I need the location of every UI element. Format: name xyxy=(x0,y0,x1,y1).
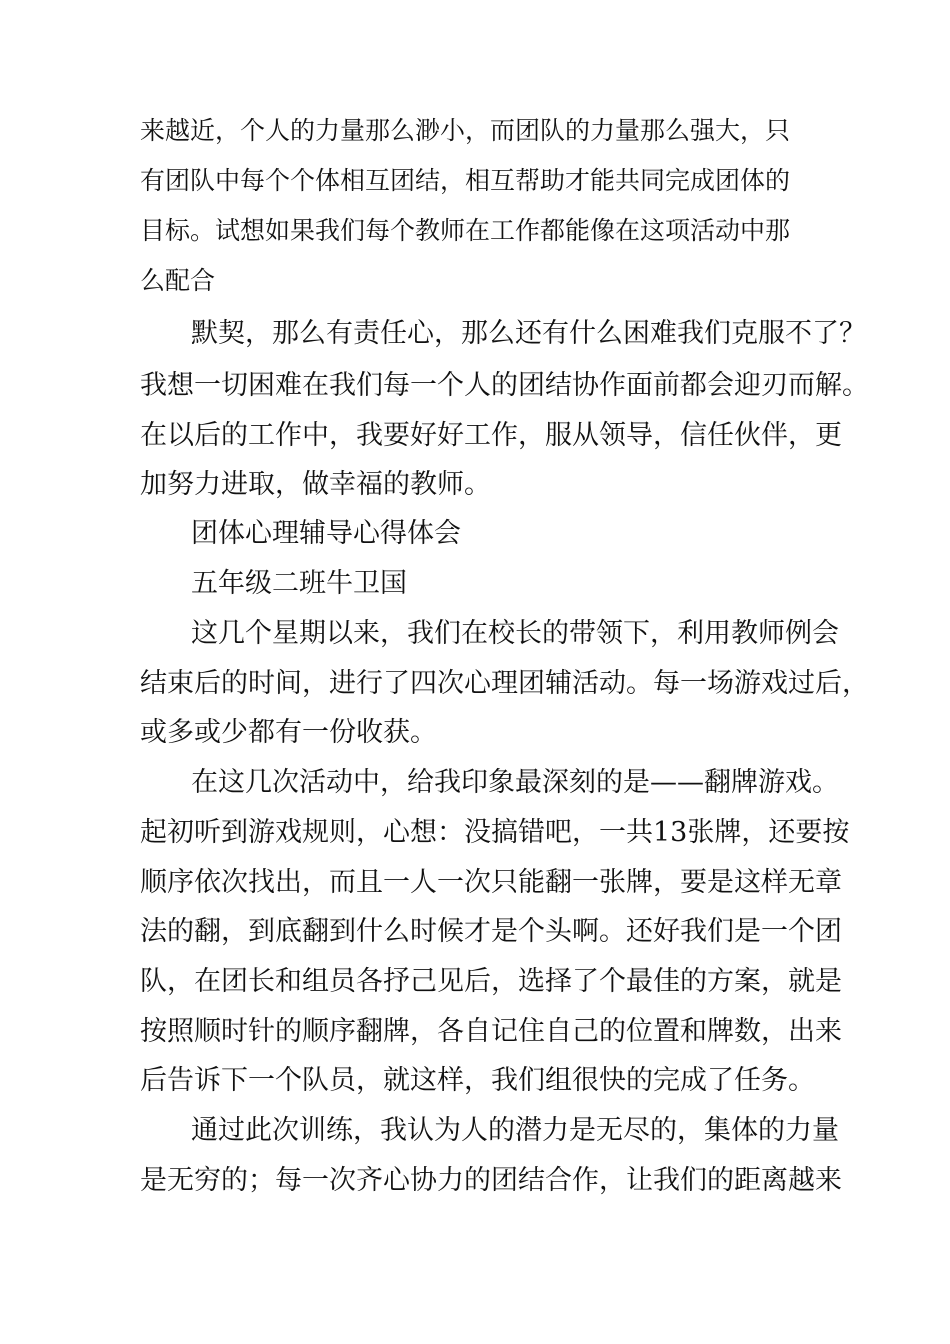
text-line: 法的翻，到底翻到什么时候才是个头啊。还好我们是一个团 xyxy=(140,916,842,947)
text-line: 加努力进取，做幸福的教师。 xyxy=(140,469,491,500)
text-line: 这几个星期以来，我们在校长的带领下，利用教师例会 xyxy=(191,618,839,649)
author-line: 五年级二班牛卫国 xyxy=(191,568,407,599)
text-line: 起初听到游戏规则，心想：没搞错吧，一共13张牌，还要按 xyxy=(140,817,850,848)
text-line: 我想一切困难在我们每一个人的团结协作面前都会迎刃而解。 xyxy=(140,370,869,401)
text-line: 目标。试想如果我们每个教师在工作都能像在这项活动中那 xyxy=(140,216,791,245)
text-line: 在以后的工作中，我要好好工作，服从领导，信任伙伴，更 xyxy=(140,420,842,451)
text-line: 有团队中每个个体相互团结，相互帮助才能共同完成团体的 xyxy=(140,166,791,195)
text-line: 后告诉下一个队员，就这样，我们组很快的完成了任务。 xyxy=(140,1065,815,1096)
text-line: 么配合 xyxy=(140,266,216,295)
text-line: 队，在团长和组员各抒己见后，选择了个最佳的方案，就是 xyxy=(140,966,842,997)
text-line: 通过此次训练，我认为人的潜力是无尽的，集体的力量 xyxy=(191,1115,839,1146)
text-line: 默契，那么有责任心，那么还有什么困难我们克服不了？ xyxy=(191,318,866,349)
text-line: 或多或少都有一份收获。 xyxy=(140,717,437,748)
text-line: 结束后的时间，进行了四次心理团辅活动。每一场游戏过后， xyxy=(140,668,869,699)
text-line: 按照顺时针的顺序翻牌，各自记住自己的位置和牌数，出来 xyxy=(140,1016,842,1047)
section-title: 团体心理辅导心得体会 xyxy=(191,518,461,549)
text-line: 在这几次活动中，给我印象最深刻的是——翻牌游戏。 xyxy=(191,767,839,798)
text-line: 来越近，个人的力量那么渺小，而团队的力量那么强大，只 xyxy=(140,116,791,145)
text-line: 是无穷的；每一次齐心协力的团结合作，让我们的距离越来 xyxy=(140,1165,842,1196)
text-line: 顺序依次找出，而且一人一次只能翻一张牌，要是这样无章 xyxy=(140,867,842,898)
